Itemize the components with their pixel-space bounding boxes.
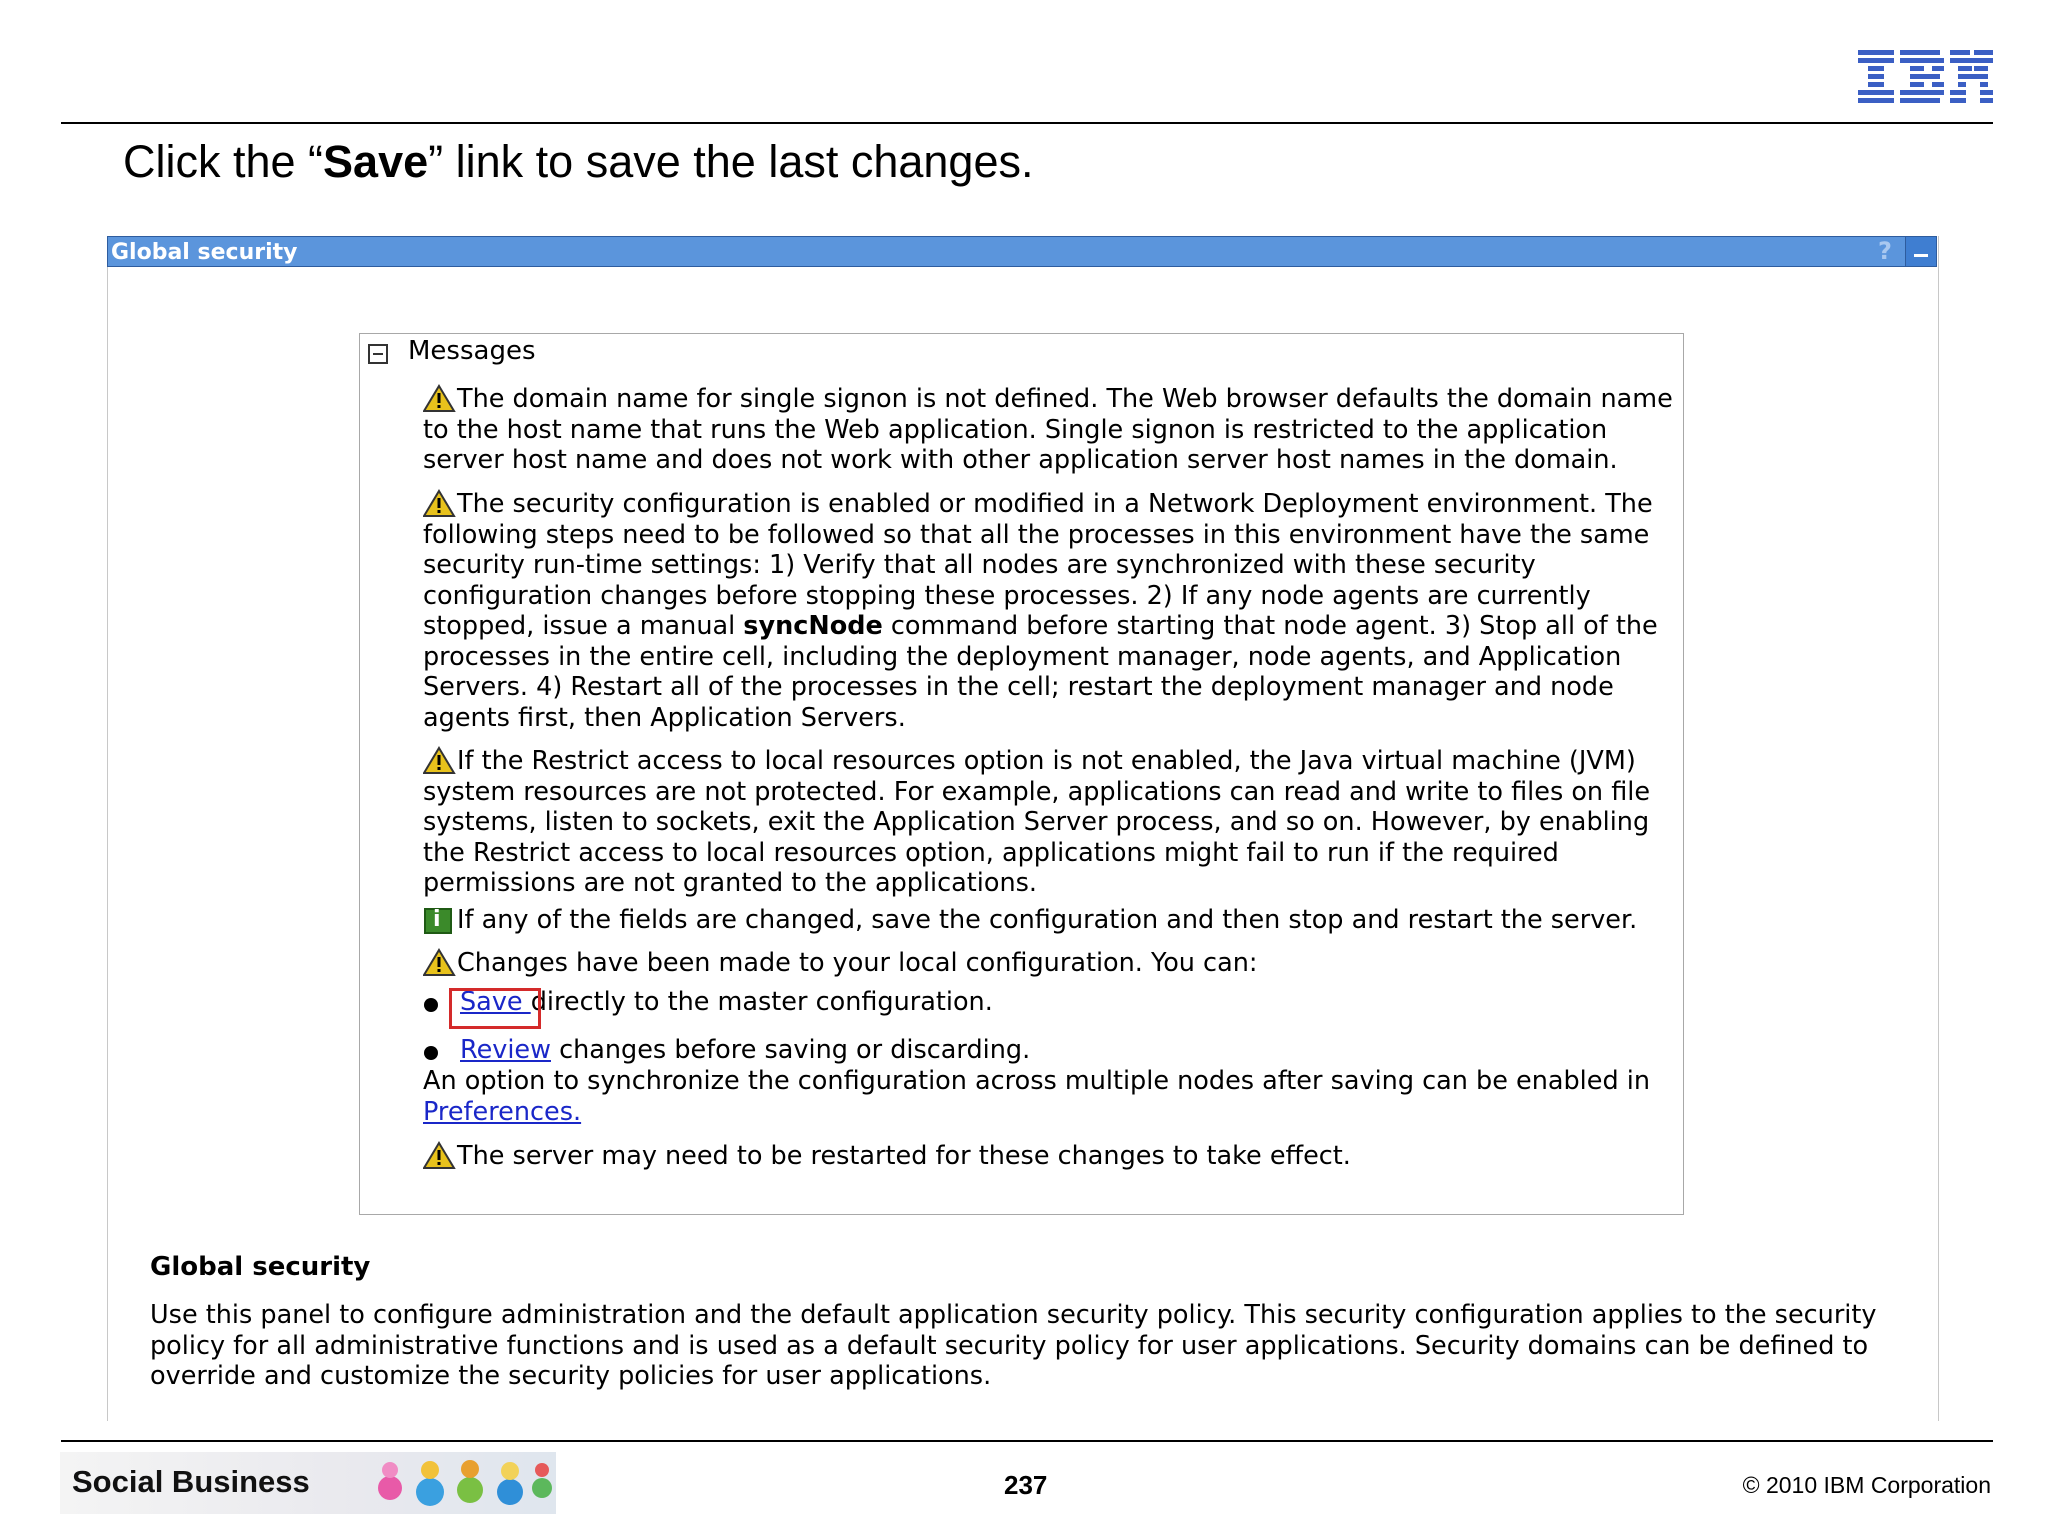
minimize-icon[interactable] — [1905, 237, 1936, 266]
collapse-icon[interactable] — [368, 344, 388, 364]
top-divider — [61, 122, 1993, 124]
message-restart-server: The server may need to be restarted for these changes to take effect. — [457, 1141, 1351, 1171]
social-business-banner — [60, 1452, 556, 1514]
message-network-deployment: The security configuration is enabled or modified in a Network Deployment environment. The following steps need to be followed so that all the processes in this environment have the same security run-time settings: 1) Verify that all nodes are synchronized with these security configuration changes before stopping these processes. 2) If any node agents are currently stopped, issue a manual syncNode command before starting that node agent. 3) Stop all of the processes in the entire cell, including the deployment manager, node agents, and Application Servers. 4) Restart all of the processes in the cell; restart the deployment manager and node agents first, then Application Servers. — [423, 489, 1658, 733]
section-description: Use this panel to configure administration and the default application security policy. This security configuration applies to the security policy for all administrative functions and is used as a default security policy for user applications. Security domains can be defined to override and customize the security policies for user applications. — [150, 1300, 1877, 1391]
save-option: Save directly to the master configuration. — [460, 987, 993, 1017]
message-changes-made: Changes have been made to your local configuration. You can: — [457, 948, 1258, 978]
people-graphic — [360, 1454, 556, 1512]
help-icon[interactable]: ? — [1878, 237, 1892, 265]
panel-titlebar — [107, 236, 1937, 267]
sync-option-note: An option to synchronize the configuration across multiple nodes after saving can be enabled in Preferences. — [423, 1066, 1650, 1127]
slide-heading: Click the “Save” link to save the last changes. — [123, 136, 1034, 187]
panel-title: Global security — [111, 240, 298, 265]
message-single-signon: The domain name for single signon is not defined. The Web browser defaults the domain name to the host name that runs the Web application. Single signon is restricted to the application server host name and does not work with other application server host names in the domain. — [423, 384, 1673, 475]
preferences-link[interactable]: Preferences. — [423, 1096, 582, 1127]
message-fields-changed: If any of the fields are changed, save the configuration and then stop and restart the server. — [457, 905, 1638, 935]
message-restrict-access: If the Restrict access to local resources option is not enabled, the Java virtual machine (JVM) system resources are not protected. For example, applications can read and write to files on file systems, listen to sockets, exit the Application Server process, and so on. However, by enabling the Restrict access to local resources option, applications might fail to run if the required permissions are not granted to the applications. — [423, 746, 1651, 898]
save-link[interactable]: Save — [460, 987, 531, 1017]
copyright: © 2010 IBM Corporation — [1742, 1472, 1991, 1498]
syncnode-command: syncNode — [743, 611, 883, 641]
bullet — [424, 1046, 438, 1060]
bullet — [424, 998, 438, 1012]
review-link[interactable]: Review — [460, 1035, 551, 1065]
page-number: 237 — [1004, 1470, 1048, 1500]
section-heading: Global security — [150, 1252, 371, 1282]
ibm-logo — [1858, 50, 1993, 106]
messages-box — [359, 333, 1684, 1215]
messages-heading: Messages — [408, 336, 536, 366]
footer-banner-text: Social Business — [72, 1464, 310, 1499]
review-option: Review changes before saving or discarding. — [460, 1035, 1031, 1065]
save-highlight-box — [449, 988, 541, 1029]
bottom-divider — [61, 1440, 1993, 1442]
